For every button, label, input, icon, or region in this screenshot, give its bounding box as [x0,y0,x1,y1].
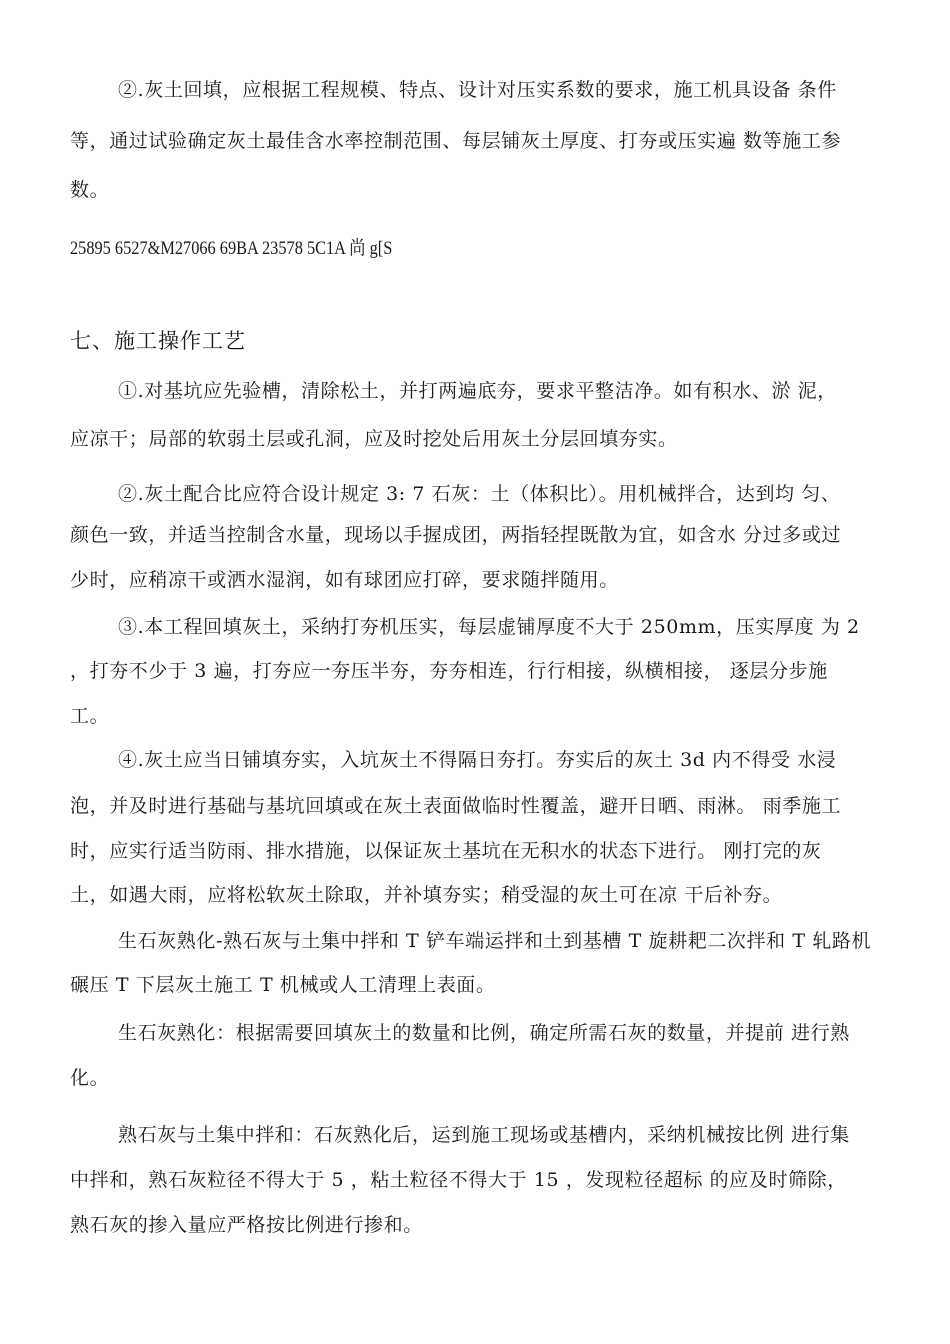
paragraph-line: 数。 [70,179,110,201]
paragraph-line: ③.本工程回填灰土，采纳打夯机压实，每层虚铺厚度不大于 250mm，压实厚度 为 2 [118,616,860,638]
paragraph-line: 熟石灰的掺入量应严格按比例进行掺和。 [70,1214,423,1236]
paragraph-line: 土，如遇大雨，应将松软灰土除取，并补填夯实；稍受湿的灰土可在凉 干后补夯。 [70,884,783,906]
paragraph-line: 生石灰熟化-熟石灰与土集中拌和 T 铲车端运拌和土到基槽 T 旋耕耙二次拌和 T 轧路机 [118,930,872,952]
paragraph-line: ①.对基坑应先验槽，清除松土，并打两遍底夯，要求平整洁净。如有积水、淤 泥， [118,380,837,402]
paragraph-line: ，打夯不少于 3 遍，打夯应一夯压半夯，夯夯相连，行行相接，纵横相接， 逐层分步施 [70,660,828,682]
paragraph-line: 应凉干；局部的软弱土层或孔洞，应及时挖处后用灰土分层回填夯实。 [70,428,678,450]
paragraph-line: 工。 [70,705,110,727]
code-line: 25895 6527&M27066 69BA 23578 5C1A 尚 g[S [70,238,393,259]
paragraph-line: ②.灰土配合比应符合设计规定 3: 7 石灰：土（体积比）。用机械拌合，达到均 匀、 [118,483,841,505]
paragraph-line: 生石灰熟化：根据需要回填灰土的数量和比例，确定所需石灰的数量，并提前 进行熟 [118,1022,850,1044]
paragraph-line: ②.灰土回填，应根据工程规模、特点、设计对压实系数的要求，施工机具设备 条件 [118,79,837,101]
paragraph-line: 等，通过试验确定灰土最佳含水率控制范围、每层铺灰土厚度、打夯或压实遍 数等施工参 [70,130,842,152]
section-heading: 七、施工操作工艺 [70,329,246,353]
paragraph-line: 化。 [70,1067,110,1089]
paragraph-line: 泡，并及时进行基础与基坑回填或在灰土表面做临时性覆盖，避开日晒、雨淋。 雨季施工 [70,795,842,817]
paragraph-line: 碾压 T 下层灰土施工 T 机械或人工清理上表面。 [70,974,496,996]
paragraph-line: 熟石灰与土集中拌和：石灰熟化后，运到施工现场或基槽内，采纳机械按比例 进行集 [118,1124,850,1146]
paragraph-line: 颜色一致，并适当控制含水量，现场以手握成团，两指轻捏既散为宜，如含水 分过多或过 [70,524,842,546]
paragraph-line: 少时，应稍凉干或洒水湿润，如有球团应打碎，要求随拌随用。 [70,569,619,591]
paragraph-line: 时，应实行适当防雨、排水措施，以保证灰土基坑在无积水的状态下进行。 刚打完的灰 [70,840,822,862]
paragraph-line: ④.灰土应当日铺填夯实，入坑灰土不得隔日夯打。夯实后的灰土 3d 内不得受 水浸 [118,749,837,771]
paragraph-line: 中拌和，熟石灰粒径不得大于 5 ，粘土粒径不得大于 15 ，发现粒径超标 的应及时筛除， [70,1169,847,1191]
